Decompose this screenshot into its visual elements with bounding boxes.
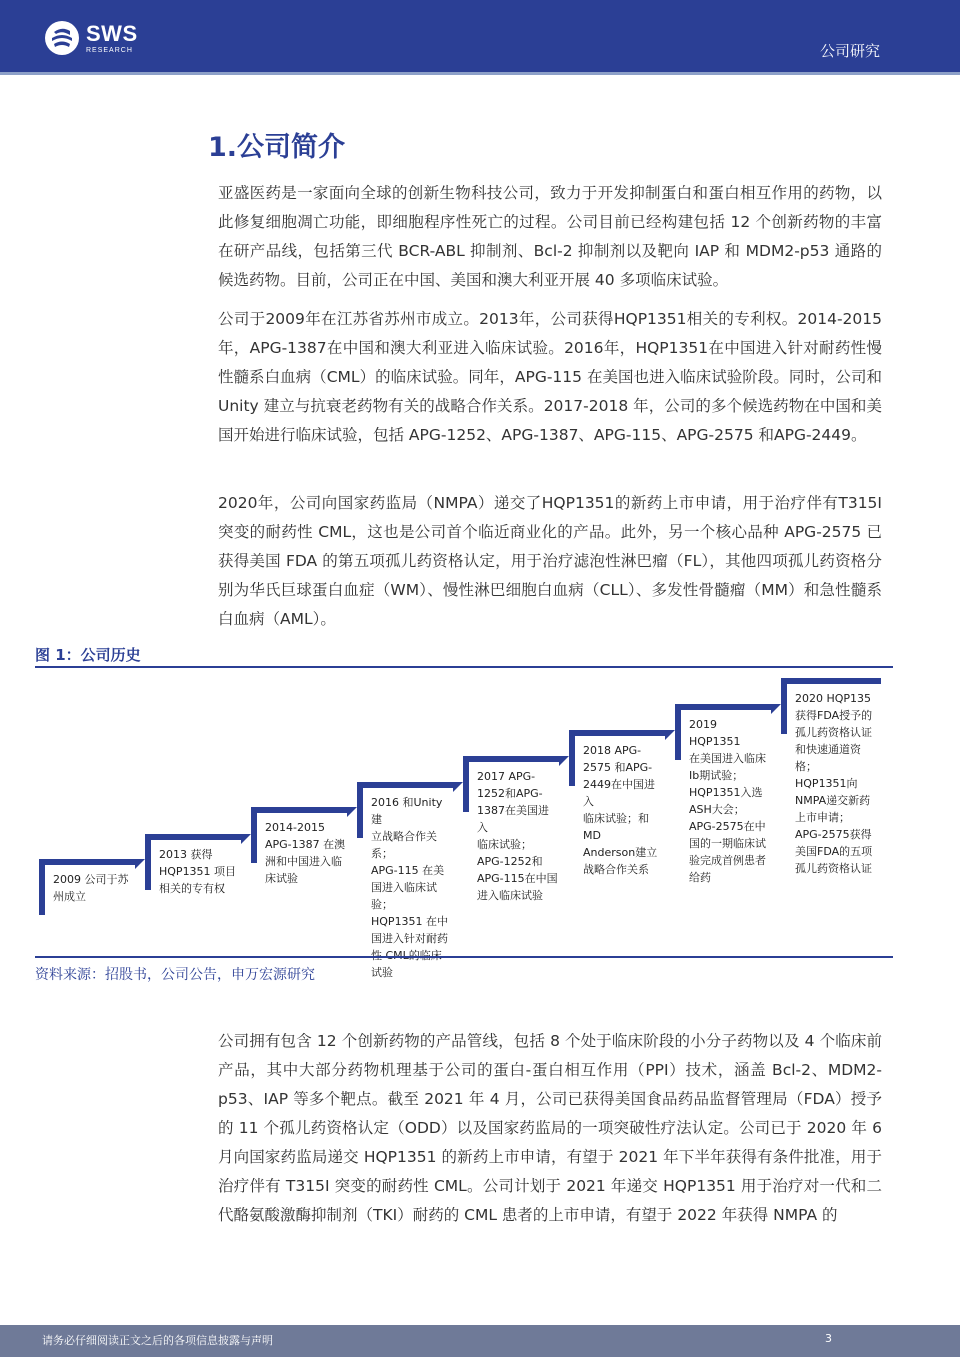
section-title: 1.公司简介	[208, 132, 346, 163]
timeline-step-2018	[569, 730, 665, 876]
paragraph-intro: 亚盛医药是一家面向全球的创新生物科技公司，致力于开发抑制蛋白和蛋白相互作用的药物，以此修复细胞凋亡功能，即细胞程序性死亡的过程。公司目前已经构建包括 12 个创新药物的丰富在研产品线，包括第三代 BCR-ABL 抑制剂、Bcl-2 抑制剂以及靶向 IAP 和 MDM2-p53 通路的候选药物。目前，公司正在中国、美国和澳大利亚开展 40 多项临床试验。	[218, 184, 882, 289]
page-header	[0, 0, 960, 72]
page-number: 3	[825, 1332, 832, 1345]
sws-logo-icon	[44, 20, 80, 56]
logo-text: SWS	[86, 20, 138, 46]
paragraph-history: 公司于2009年在江苏省苏州市成立。2013年，公司获得HQP1351相关的专利权。2014-2015年，APG-1387在中国和澳大利亚进入临床试验。2016年，HQP1351在中国进入针对耐药性慢性髓系白血病（CML）的临床试验。同年，APG-115 在美国也进入临床试验阶段。同时，公司和 Unity 建立与抗衰老药物有关的战略合作关系。2017-2018 年，公司的多个候选药物在中国和美国开始进行临床试验，包括 APG-1252、APG-1387、APG-115、APG-2575 和APG-2449。	[218, 310, 882, 444]
timeline-step-2019	[675, 704, 771, 884]
timeline-step-2013	[145, 834, 241, 914]
timeline-step-text: 2014-2015 APG-1387 在澳 洲和中国进入临 床试验	[265, 821, 346, 885]
timeline-step-2017	[463, 756, 559, 902]
timeline-step-2020	[781, 678, 881, 875]
timeline-step-text: 2013 获得 HQP1351 项目 相关的专有权	[159, 848, 237, 895]
figure-source: 资料来源：招股书，公司公告，申万宏源研究	[35, 967, 315, 983]
timeline-step-2016	[357, 782, 453, 979]
figure-bottom-rule	[35, 956, 893, 958]
timeline-step-text: 2020 HQP135 获得FDA授予的 孤儿药资格认证 和快速通道资格； HQP1351向 NMPA递交新药 上市申请； APG-2575获得 美国FDA的五项 孤儿药资格认证	[795, 692, 873, 875]
header-stripe	[0, 72, 960, 75]
figure-title: 图 1：公司历史	[35, 646, 141, 664]
footer-disclaimer: 请务必仔细阅读正文之后的各项信息披露与声明	[42, 1334, 273, 1347]
paragraph-pipeline: 公司拥有包含 12 个创新药物的产品管线，包括 8 个处于临床阶段的小分子药物以及 4 个临床前产品，其中大部分药物机理基于公司的蛋白-蛋白相互作用（PPI）技术，涵盖 Bcl-2、MDM2-p53、IAP 等多个靶点。截至 2021 年 4 月，公司已获得美国食品药品监督管理局（FDA）授予的 11 个孤儿药资格认定（ODD）以及国家药监局的一项突破性疗法认定。公司已于 2020 年 6 月向国家药监局递交 HQP1351 的新药上市申请，有望于 2021 年下半年获得有条件批准，用于治疗伴有 T315I 突变的耐药性 CML。公司计划于 2021 年递交 HQP1351 用于治疗对一代和二代酪氨酸激酶抑制剂（TKI）耐药的 CML 患者的上市申请，有望于 2022 年获得 NMPA 的	[218, 1032, 882, 1224]
logo-subtext: RESEARCH	[86, 46, 133, 54]
timeline-step-text: 2009 公司于苏 州成立	[53, 873, 129, 903]
figure-top-rule	[35, 666, 893, 668]
sws-logo	[44, 20, 138, 56]
timeline-step-2009	[39, 859, 135, 939]
paragraph-nda: 2020年，公司向国家药监局（NMPA）递交了HQP1351的新药上市申请，用于治疗伴有T315I突变的耐药性 CML，这也是公司首个临近商业化的产品。此外，另一个核心品种 APG-2575 已获得美国 FDA 的第五项孤儿药资格认定，用于治疗滤泡性淋巴瘤（FL），其他四项孤儿药资格分别为华氏巨球蛋白血症（WM）、慢性淋巴细胞白血病（CLL）、多发性骨髓瘤（MM）和急性髓系白血病（AML）。	[218, 494, 882, 628]
timeline-step-2014	[251, 807, 347, 897]
timeline-step-text: 2018 APG- 2575 和APG- 2449在中国进入 临床试验；和MD Anderson建立 战略合作关系	[583, 744, 658, 876]
section-tag: 公司研究	[819, 42, 880, 60]
timeline-step-text: 2017 APG- 1252和APG- 1387在美国进入 临床试验； APG-1252和 APG-115在中国 进入临床试验	[477, 770, 558, 902]
timeline-step-text: 2019 HQP1351 在美国进入临床 Ib期试验； HQP1351入选 ASH大会； APG-2575在中 国的一期临床试 验完成首例患者 给药	[689, 718, 766, 884]
timeline-step-text: 2016 和Unity建 立战略合作关系； APG-115 在美 国进入临床试验； HQP1351 在中 国进入针对耐药 试验	[371, 796, 449, 979]
